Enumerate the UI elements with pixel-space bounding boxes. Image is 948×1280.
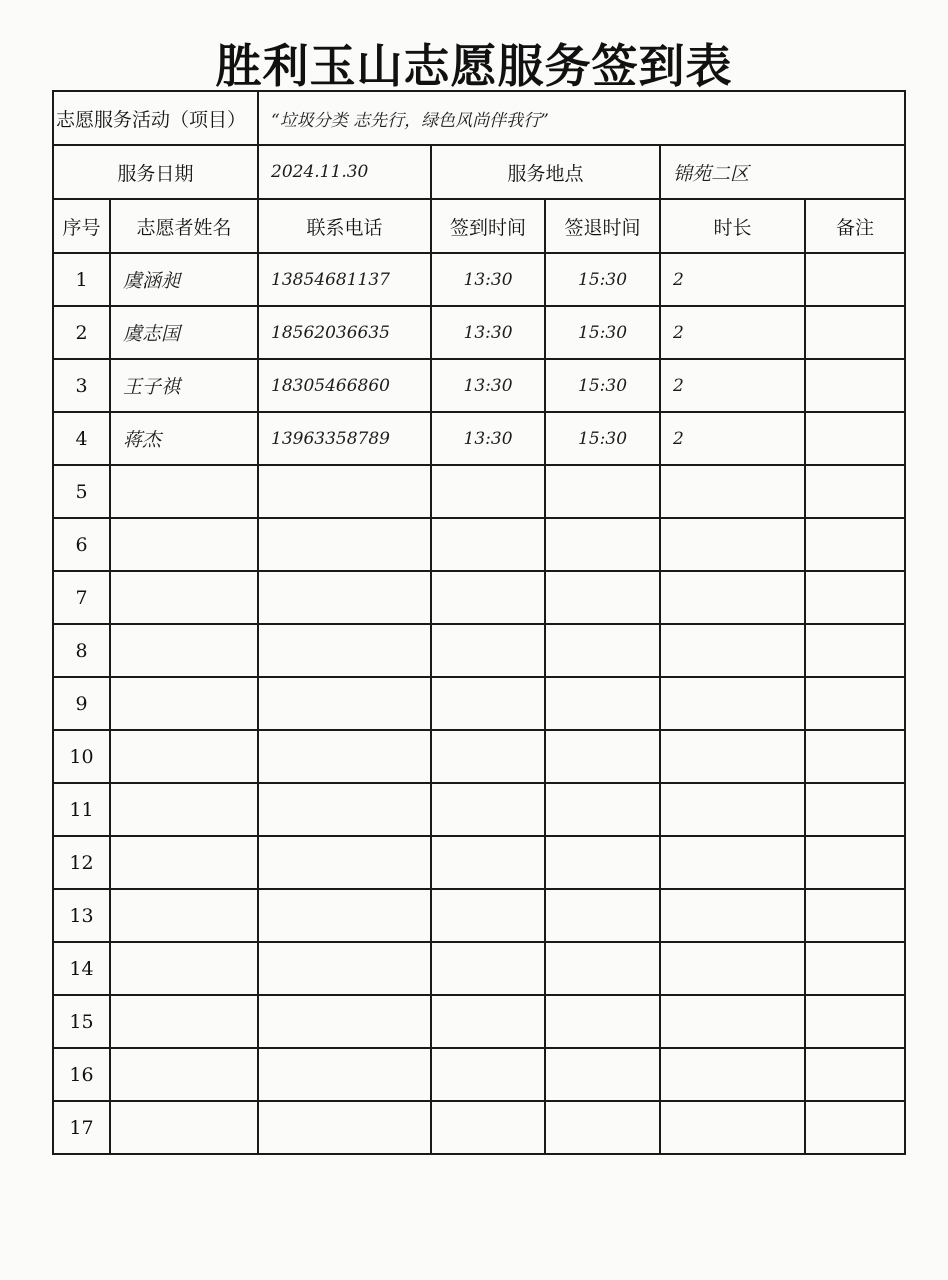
checkout-time-cell bbox=[545, 518, 660, 571]
row-number-cell: 3 bbox=[53, 359, 110, 412]
row-number-cell: 17 bbox=[53, 1101, 110, 1154]
table-row bbox=[53, 571, 905, 624]
volunteer-name-cell bbox=[110, 889, 258, 942]
remark-cell bbox=[805, 995, 905, 1048]
table-row bbox=[53, 1048, 905, 1101]
checkout-time-cell bbox=[545, 730, 660, 783]
checkin-time-cell bbox=[431, 730, 545, 783]
row-number-cell: 10 bbox=[53, 730, 110, 783]
volunteer-name-cell bbox=[110, 836, 258, 889]
phone-number-cell bbox=[258, 677, 431, 730]
activity-label: 志愿服务活动（项目） bbox=[53, 91, 258, 145]
volunteer-name-cell bbox=[110, 942, 258, 995]
remark-cell bbox=[805, 253, 905, 306]
phone-number-cell: 13854681137 bbox=[258, 253, 431, 306]
row-number-cell: 12 bbox=[53, 836, 110, 889]
checkout-time-cell bbox=[545, 889, 660, 942]
checkout-time-cell: 15:30 bbox=[545, 412, 660, 465]
service-date-label: 服务日期 bbox=[53, 145, 258, 199]
table-row bbox=[53, 306, 905, 359]
remark-cell bbox=[805, 1101, 905, 1154]
duration-cell bbox=[660, 995, 805, 1048]
sign-in-table bbox=[52, 90, 906, 1155]
remark-cell bbox=[805, 1048, 905, 1101]
service-info-row bbox=[53, 145, 905, 199]
volunteer-name-cell bbox=[110, 677, 258, 730]
col-header-phone: 联系电话 bbox=[258, 199, 431, 253]
phone-number-cell bbox=[258, 995, 431, 1048]
duration-cell bbox=[660, 836, 805, 889]
duration-cell bbox=[660, 571, 805, 624]
duration-cell bbox=[660, 465, 805, 518]
duration-cell bbox=[660, 1048, 805, 1101]
service-location-label: 服务地点 bbox=[431, 145, 660, 199]
checkin-time-cell bbox=[431, 677, 545, 730]
volunteer-name-cell: 蒋杰 bbox=[110, 412, 258, 465]
duration-cell bbox=[660, 1101, 805, 1154]
checkout-time-cell bbox=[545, 783, 660, 836]
remark-cell bbox=[805, 624, 905, 677]
volunteer-name-cell: 虞涵昶 bbox=[110, 253, 258, 306]
sheet-title: 胜利玉山志愿服务签到表 bbox=[215, 39, 733, 93]
checkin-time-cell bbox=[431, 889, 545, 942]
table-row bbox=[53, 942, 905, 995]
remark-cell bbox=[805, 412, 905, 465]
duration-cell bbox=[660, 677, 805, 730]
col-header-checkout: 签退时间 bbox=[545, 199, 660, 253]
col-header-remark: 备注 bbox=[805, 199, 905, 253]
duration-cell: 2 bbox=[660, 253, 805, 306]
checkout-time-cell: 15:30 bbox=[545, 359, 660, 412]
phone-number-cell bbox=[258, 1101, 431, 1154]
remark-cell bbox=[805, 571, 905, 624]
checkin-time-cell bbox=[431, 518, 545, 571]
row-number-cell: 5 bbox=[53, 465, 110, 518]
row-number-cell: 8 bbox=[53, 624, 110, 677]
checkout-time-cell bbox=[545, 571, 660, 624]
service-date-value: 2024.11.30 bbox=[258, 145, 431, 199]
phone-number-cell: 18305466860 bbox=[258, 359, 431, 412]
col-header-no: 序号 bbox=[53, 199, 110, 253]
row-number-cell: 6 bbox=[53, 518, 110, 571]
duration-cell: 2 bbox=[660, 412, 805, 465]
checkin-time-cell: 13:30 bbox=[431, 359, 545, 412]
volunteer-name-cell bbox=[110, 571, 258, 624]
phone-number-cell bbox=[258, 1048, 431, 1101]
row-number-cell: 9 bbox=[53, 677, 110, 730]
phone-number-cell bbox=[258, 624, 431, 677]
remark-cell bbox=[805, 942, 905, 995]
service-location-value: 锦苑二区 bbox=[660, 145, 905, 199]
table-row bbox=[53, 836, 905, 889]
volunteer-name-cell bbox=[110, 1048, 258, 1101]
checkin-time-cell: 13:30 bbox=[431, 306, 545, 359]
phone-number-cell: 13963358789 bbox=[258, 412, 431, 465]
col-header-checkin: 签到时间 bbox=[431, 199, 545, 253]
duration-cell bbox=[660, 783, 805, 836]
checkin-time-cell bbox=[431, 836, 545, 889]
checkout-time-cell: 15:30 bbox=[545, 253, 660, 306]
volunteer-name-cell bbox=[110, 1101, 258, 1154]
phone-number-cell bbox=[258, 836, 431, 889]
phone-number-cell bbox=[258, 942, 431, 995]
remark-cell bbox=[805, 836, 905, 889]
table-row bbox=[53, 465, 905, 518]
checkout-time-cell bbox=[545, 624, 660, 677]
checkin-time-cell: 13:30 bbox=[431, 253, 545, 306]
checkout-time-cell bbox=[545, 1101, 660, 1154]
row-number-cell: 11 bbox=[53, 783, 110, 836]
remark-cell bbox=[805, 518, 905, 571]
table-row bbox=[53, 253, 905, 306]
row-number-cell: 14 bbox=[53, 942, 110, 995]
phone-number-cell bbox=[258, 783, 431, 836]
duration-cell bbox=[660, 624, 805, 677]
column-header-row bbox=[53, 199, 905, 253]
duration-cell bbox=[660, 730, 805, 783]
checkout-time-cell: 15:30 bbox=[545, 306, 660, 359]
remark-cell bbox=[805, 359, 905, 412]
remark-cell bbox=[805, 306, 905, 359]
checkin-time-cell bbox=[431, 624, 545, 677]
checkin-time-cell bbox=[431, 995, 545, 1048]
volunteer-name-cell bbox=[110, 730, 258, 783]
row-number-cell: 2 bbox=[53, 306, 110, 359]
checkin-time-cell bbox=[431, 942, 545, 995]
checkin-time-cell bbox=[431, 1101, 545, 1154]
duration-cell: 2 bbox=[660, 306, 805, 359]
remark-cell bbox=[805, 677, 905, 730]
row-number-cell: 7 bbox=[53, 571, 110, 624]
remark-cell bbox=[805, 783, 905, 836]
volunteer-name-cell: 虞志国 bbox=[110, 306, 258, 359]
table-row bbox=[53, 1101, 905, 1154]
col-header-hours: 时长 bbox=[660, 199, 805, 253]
table-row bbox=[53, 730, 905, 783]
checkin-time-cell bbox=[431, 465, 545, 518]
row-number-cell: 4 bbox=[53, 412, 110, 465]
phone-number-cell bbox=[258, 465, 431, 518]
table-row bbox=[53, 889, 905, 942]
volunteer-name-cell: 王子祺 bbox=[110, 359, 258, 412]
phone-number-cell bbox=[258, 889, 431, 942]
checkin-time-cell bbox=[431, 783, 545, 836]
volunteer-name-cell bbox=[110, 465, 258, 518]
phone-number-cell bbox=[258, 730, 431, 783]
checkout-time-cell bbox=[545, 1048, 660, 1101]
table-row bbox=[53, 995, 905, 1048]
phone-number-cell bbox=[258, 518, 431, 571]
duration-cell bbox=[660, 942, 805, 995]
volunteer-name-cell bbox=[110, 783, 258, 836]
volunteer-name-cell bbox=[110, 518, 258, 571]
checkout-time-cell bbox=[545, 942, 660, 995]
table-row bbox=[53, 624, 905, 677]
duration-cell bbox=[660, 518, 805, 571]
checkout-time-cell bbox=[545, 836, 660, 889]
volunteer-name-cell bbox=[110, 995, 258, 1048]
checkin-time-cell bbox=[431, 571, 545, 624]
remark-cell bbox=[805, 465, 905, 518]
activity-row bbox=[53, 91, 905, 145]
checkin-time-cell: 13:30 bbox=[431, 412, 545, 465]
row-number-cell: 13 bbox=[53, 889, 110, 942]
row-number-cell: 1 bbox=[53, 253, 110, 306]
remark-cell bbox=[805, 730, 905, 783]
table-row bbox=[53, 359, 905, 412]
duration-cell bbox=[660, 889, 805, 942]
table-row bbox=[53, 783, 905, 836]
checkout-time-cell bbox=[545, 465, 660, 518]
table-row bbox=[53, 677, 905, 730]
phone-number-cell bbox=[258, 571, 431, 624]
table-row bbox=[53, 518, 905, 571]
phone-number-cell: 18562036635 bbox=[258, 306, 431, 359]
row-number-cell: 16 bbox=[53, 1048, 110, 1101]
checkout-time-cell bbox=[545, 995, 660, 1048]
col-header-name: 志愿者姓名 bbox=[110, 199, 258, 253]
table-row bbox=[53, 412, 905, 465]
duration-cell: 2 bbox=[660, 359, 805, 412]
checkout-time-cell bbox=[545, 677, 660, 730]
activity-value: “垃圾分类 志先行，绿色风尚伴我行” bbox=[258, 91, 905, 145]
checkin-time-cell bbox=[431, 1048, 545, 1101]
volunteer-name-cell bbox=[110, 624, 258, 677]
row-number-cell: 15 bbox=[53, 995, 110, 1048]
remark-cell bbox=[805, 889, 905, 942]
